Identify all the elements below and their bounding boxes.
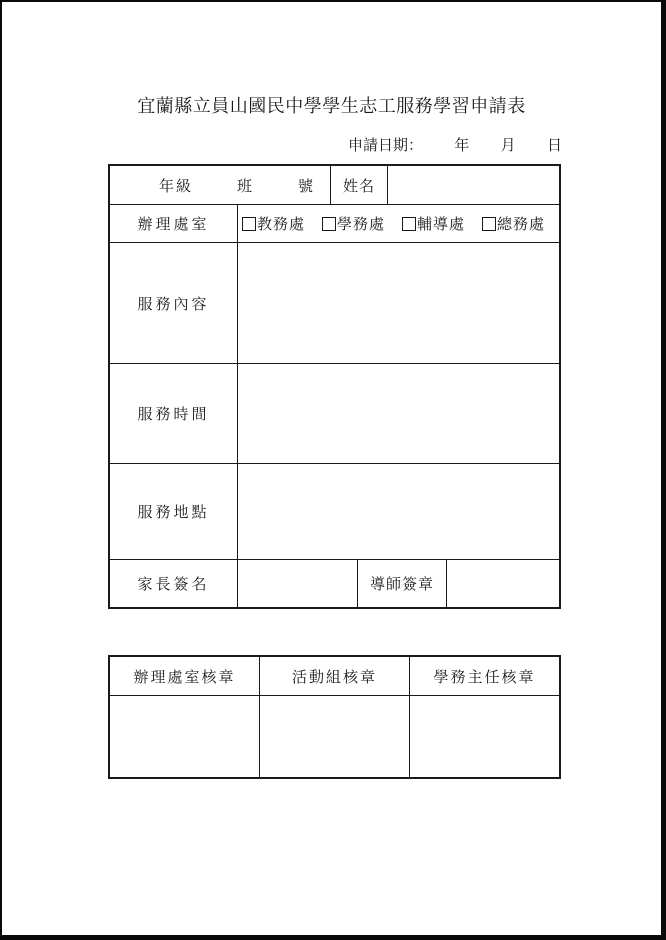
office-seal-value-cell: [110, 696, 259, 777]
grade-class-number-cell: [110, 166, 330, 204]
parent-signature-value-cell: [237, 560, 357, 607]
service-time-value-cell: [237, 364, 559, 463]
name-label-cell: 姓名: [330, 166, 387, 204]
identity-row: [110, 166, 559, 204]
application-date-line: [348, 134, 562, 155]
activity-group-seal-header-cell: 活動組核章: [259, 657, 409, 695]
option-general-affairs: [482, 213, 545, 234]
approval-body-row: [110, 695, 559, 777]
service-content-row: [110, 242, 559, 363]
grade-label: 年級: [159, 178, 194, 195]
option-student-affairs: [322, 213, 385, 234]
option-academic-affairs: [242, 213, 305, 234]
service-time-row: [110, 363, 559, 463]
director-seal-header-cell: 學務主任核章: [409, 657, 559, 695]
form-title: 宜蘭縣立員山國民中學學生志工服務學習申請表: [137, 96, 526, 116]
approval-table: [108, 655, 561, 779]
service-time-label-cell: 服務時間: [137, 407, 210, 423]
teacher-signature-label-cell: 導師簽章: [357, 560, 446, 607]
parent-signature-label-cell: 家長簽名: [137, 577, 210, 593]
option-label: 學務處: [337, 217, 386, 233]
office-seal-header-cell: 辦理處室核章: [133, 669, 236, 686]
office-options-cell: [237, 205, 559, 242]
class-label: 班: [236, 178, 254, 195]
activity-group-seal-value-cell: [259, 696, 409, 777]
teacher-signature-value-cell: [446, 560, 559, 607]
application-table: [108, 164, 561, 609]
date-day-label: 日: [546, 138, 562, 154]
service-content-label-cell: 服務內容: [137, 296, 210, 313]
service-place-label-cell: 服務地點: [137, 505, 210, 521]
service-content-value-cell: [237, 243, 559, 363]
date-month-label: 月: [500, 138, 516, 154]
checkbox-icon: [482, 217, 496, 231]
option-label: 輔導處: [417, 217, 466, 233]
date-label: 申請日期：: [348, 138, 424, 154]
checkbox-icon: [402, 217, 416, 231]
checkbox-icon: [242, 217, 256, 231]
name-value-cell: [387, 166, 559, 204]
service-place-value-cell: [237, 464, 559, 559]
director-seal-value-cell: [409, 696, 559, 777]
option-label: 教務處: [257, 217, 306, 233]
number-label: 號: [297, 178, 315, 195]
option-counseling: [402, 213, 465, 234]
approval-header-row: [110, 657, 559, 695]
signature-row: [110, 559, 559, 607]
service-place-row: [110, 463, 559, 559]
office-label-cell: 辦理處室: [137, 217, 210, 233]
option-label: 總務處: [497, 217, 546, 233]
office-row: [110, 204, 559, 242]
checkbox-icon: [322, 217, 336, 231]
date-year-label: 年: [454, 138, 470, 154]
